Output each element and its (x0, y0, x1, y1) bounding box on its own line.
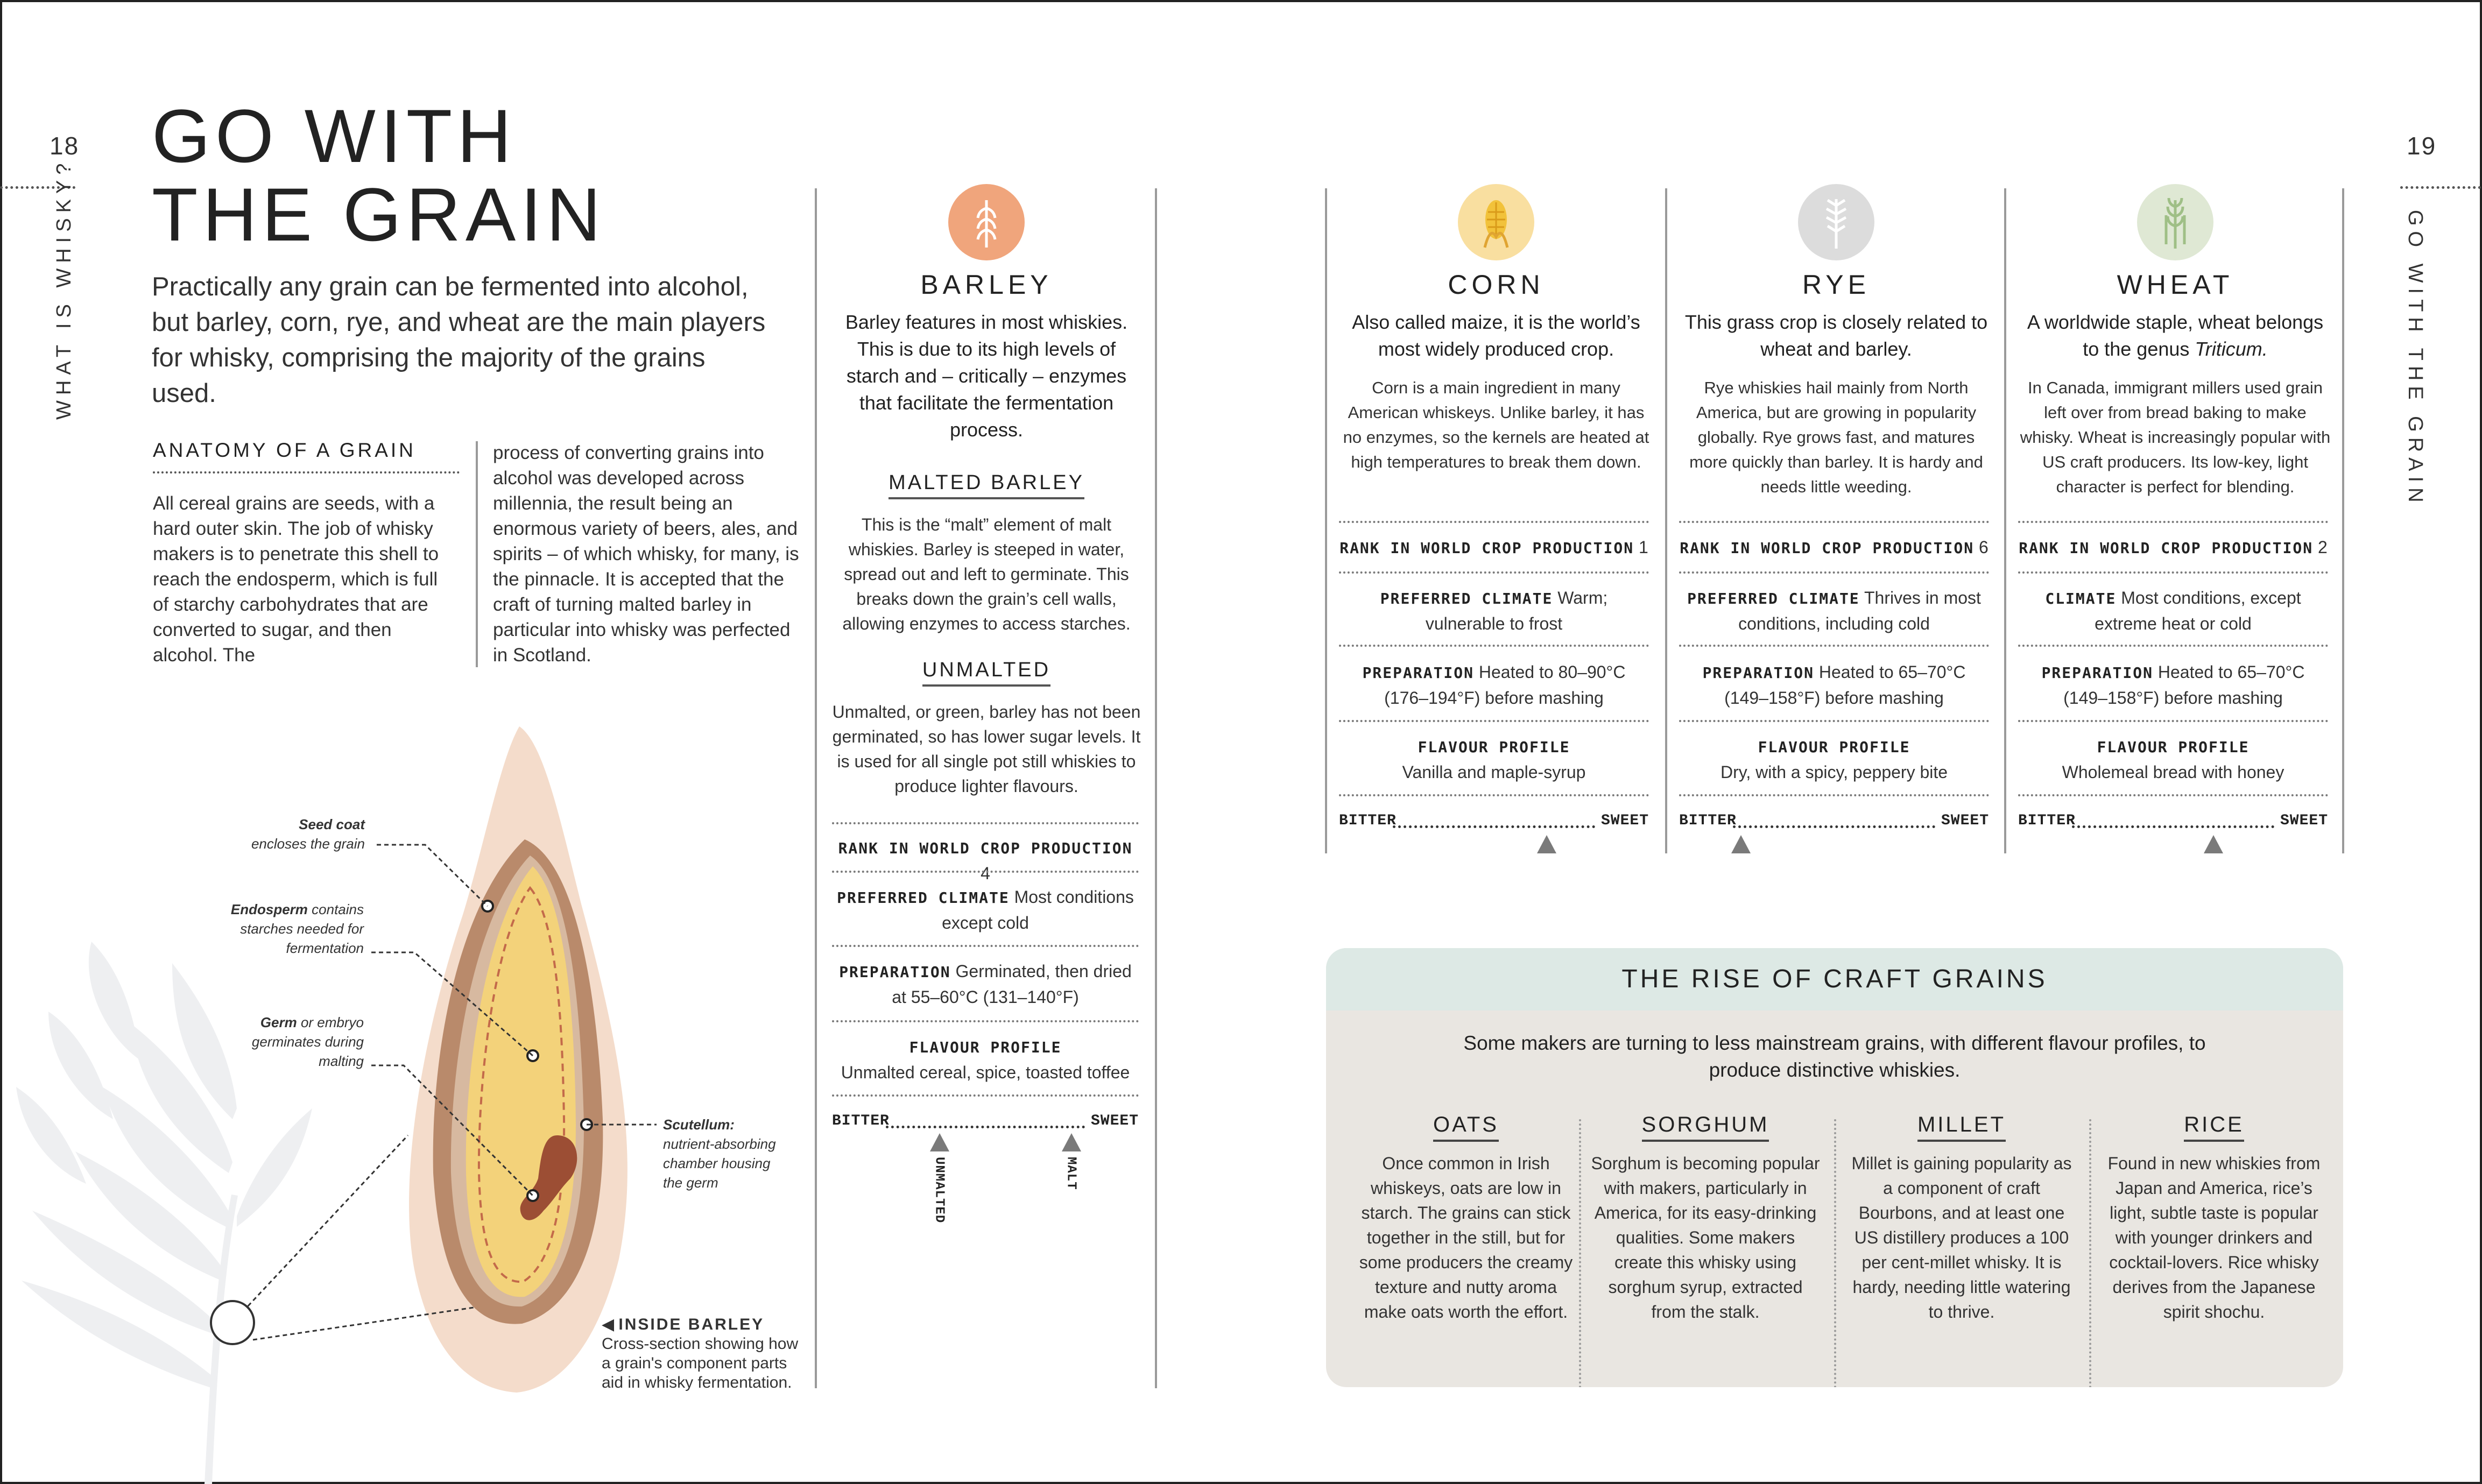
column-rule (1665, 188, 1667, 853)
scale-left-label: BITTER (832, 1113, 890, 1129)
craft-grains-intro: Some makers are turning to less mainstream grains, with different flavour profiles, to produce distinctive whiskies. (1463, 1032, 2206, 1081)
wheat-flavour: FLAVOUR PROFILE Wholemeal bread with honey (2062, 738, 2284, 782)
unmalted-heading: UNMALTED (829, 659, 1144, 682)
marker-label: MALT (1063, 1157, 1078, 1190)
column-rule (2342, 188, 2344, 853)
title-line-1: GO WITH (152, 94, 517, 178)
separator (832, 871, 1139, 873)
malted-barley-text: This is the “malt” element of malt whiskies. Barley is steeped in water, spread out and left to germinate. This breaks down the grain’s cell walls, allowing enzymes to access starches. (842, 515, 1131, 633)
side-header-right: GO WITH THE GRAIN (2404, 210, 2427, 508)
separator (832, 1020, 1139, 1022)
scale-right-label: SWEET (1090, 1113, 1139, 1129)
wheat-subtitle: A worldwide staple, wheat belongs to the genus Triticum. (2027, 311, 2324, 360)
corn-text: Corn is a main ingredient in many American whiskeys. Unlike barley, it has no enzymes, so the kernels are heated at high temperatures to break them down. (1343, 378, 1649, 471)
side-header-left: WHAT IS WHISKY? (53, 158, 75, 420)
label-endosperm: Endosperm contains starches needed for fermentation (230, 901, 364, 956)
wheat-name: WHEAT (2117, 270, 2234, 300)
separator (832, 822, 1139, 824)
craft-col-rice: RICE Found in new whiskies from Japan and America, rice’s light, subtle taste is popular with younger drinkers and cocktail-lovers. Rice whisky derives from the Japanese spirit shochu. (2107, 1113, 2321, 1322)
label-germ: Germ or embryo germinates during malting (251, 1014, 364, 1069)
column-divider (476, 441, 478, 667)
barley-rank: RANK IN WORLD CROP PRODUCTION 4 (838, 839, 1133, 883)
corn-icon (1458, 184, 1534, 260)
wheat-rank: RANK IN WORLD CROP PRODUCTION 2 (2019, 538, 2328, 557)
barley-preparation: PREPARATION Germinated, then dried at 55–60°C (131–140°F) (839, 962, 1132, 1007)
craft-col-oats: OATS Once common in Irish whiskeys, oats are low in starch. The grains can stick together in the still, but for some producers the creamy texture and nutty aroma make oats worth the effort. (1359, 1113, 1573, 1322)
separator (832, 1094, 1139, 1097)
barley-summary: Barley features in most whiskies. This is due to its high levels of starch and – critically – enzymes that facilitate the fermentation process. (845, 311, 1128, 441)
corn-flavour: FLAVOUR PROFILE Vanilla and maple-syrup (1402, 738, 1586, 782)
column-rule (1155, 188, 1157, 1388)
column-rule (815, 188, 817, 1388)
label-seed-coat: Seed coat encloses the grain (251, 816, 365, 852)
triangle-left-icon: ◀ (602, 1316, 615, 1333)
craft-col-sorghum: SORGHUM Sorghum is becoming popular with makers, particularly in America, for its easy-drinking qualities. Some makers create this whisky using sorghum syrup, extracted from the stalk. (1591, 1113, 1820, 1322)
wheat-text: In Canada, immigrant millers used grain left over from bread baking to make whisky. Wheat is increasingly popular with US craft producers. Its low-key, light character is perfect for blending. (2020, 378, 2331, 496)
rye-rank: RANK IN WORLD CROP PRODUCTION 6 (1680, 538, 1989, 557)
wheat-bitter-sweet-scale: BITTER SWEET (2018, 812, 2328, 829)
rye-flavour: FLAVOUR PROFILE Dry, with a spicy, peppery bite (1720, 738, 1948, 782)
barley-bitter-sweet-scale (832, 1113, 1139, 1134)
anatomy-text-col1: All cereal grains are seeds, with a hard outer skin. The job of whisky makers is to penetrate this shell to reach the endosperm, which is full of starchy carbohydrates that are converted to sugar, and then alcohol. The (153, 493, 439, 666)
anatomy-text-col2: process of converting grains into alcohol was developed across millennia, the result being an enormous variety of beers, ales, and spirits – of which whisky, for many, is the pinnacle. It is accepted that the craft of turning malted barley in particular into whisky was perfected in Scotland. (493, 442, 799, 666)
rye-text: Rye whiskies hail mainly from North America, but are growing in popularity globally. Rye grows fast, and matures more quickly than barley. It is hardy and needs little weeding. (1689, 378, 1983, 496)
rye-name: RYE (1802, 270, 1870, 300)
scale-marker-unmalted (930, 1133, 949, 1223)
rye-preparation: PREPARATION Heated to 65–70°C (149–158°F) before mashing (1702, 662, 1966, 708)
anatomy-heading: ANATOMY OF A GRAIN (153, 439, 460, 474)
title-line-2: THE GRAIN (152, 172, 606, 257)
rye-subtitle: This grass crop is closely related to wheat and barley. (1684, 311, 1988, 360)
craft-grains-panel (1326, 948, 2343, 1387)
label-scutellum: Scutellum: nutrient-absorbing chamber housing the germ (663, 1116, 776, 1191)
rye-icon (1798, 184, 1874, 260)
rye-climate: PREFERRED CLIMATE Thrives in most conditions, including cold (1687, 588, 1981, 633)
corn-preparation: PREPARATION Heated to 80–90°C (176–194°F) before mashing (1362, 662, 1626, 708)
page-title (152, 94, 606, 257)
marker-label: UNMALTED (932, 1157, 947, 1224)
corn-bitter-sweet-scale: BITTER SWEET (1339, 812, 1649, 829)
dotted-rule (2400, 186, 2481, 189)
inside-barley-caption: ◀ INSIDE BARLEY Cross-section showing how a grain's component parts aid in whisky fermentation. (602, 1316, 799, 1391)
rye-bitter-sweet-scale: BITTER SWEET (1679, 812, 1989, 829)
barley-name: BARLEY (920, 270, 1053, 300)
column-rule (1325, 188, 1327, 853)
corn-name: CORN (1448, 270, 1545, 300)
scale-marker-malt (1062, 1133, 1081, 1190)
craft-col-millet: MILLET Millet is gaining popularity as a component of craft Bourbons, and at least one US distillery produces a 100 per cent-millet whisky. It is hardy, needing little watering to thrive. (1851, 1113, 2072, 1322)
wheat-preparation: PREPARATION Heated to 65–70°C (149–158°F) before mashing (2041, 662, 2305, 708)
page-number-right: 19 (2407, 132, 2437, 160)
page-number-left: 18 (50, 132, 80, 160)
malted-barley-heading: MALTED BARLEY (829, 471, 1144, 494)
scale-marker (1537, 835, 1556, 853)
corn-subtitle: Also called maize, it is the world’s most widely produced crop. (1352, 311, 1640, 360)
wheat-climate: CLIMATE Most conditions, except extreme heat or cold (2045, 588, 2301, 633)
intro-text: Practically any grain can be fermented into alcohol, but barley, corn, rye, and wheat are the main players for whisky, comprising the majority of the grains used. (152, 272, 766, 408)
separator (832, 945, 1139, 947)
scale-marker (1731, 835, 1751, 853)
craft-grains-heading: THE RISE OF CRAFT GRAINS (1326, 948, 2343, 1010)
corn-rank: RANK IN WORLD CROP PRODUCTION 1 (1339, 538, 1648, 557)
scale-marker (2204, 835, 2223, 853)
barley-flavour: FLAVOUR PROFILE Unmalted cereal, spice, toasted toffee (841, 1038, 1130, 1082)
column-rule (2004, 188, 2006, 853)
barley-climate: PREFERRED CLIMATE Most conditions except cold (837, 887, 1134, 932)
barley-icon (948, 184, 1025, 260)
corn-climate: PREFERRED CLIMATE Warm; vulnerable to frost (1380, 588, 1608, 633)
wheat-icon (2137, 184, 2213, 260)
unmalted-text: Unmalted, or green, barley has not been germinated, so has lower sugar levels. It is used for all single pot still whiskies to produce lighter flavours. (832, 702, 1141, 796)
